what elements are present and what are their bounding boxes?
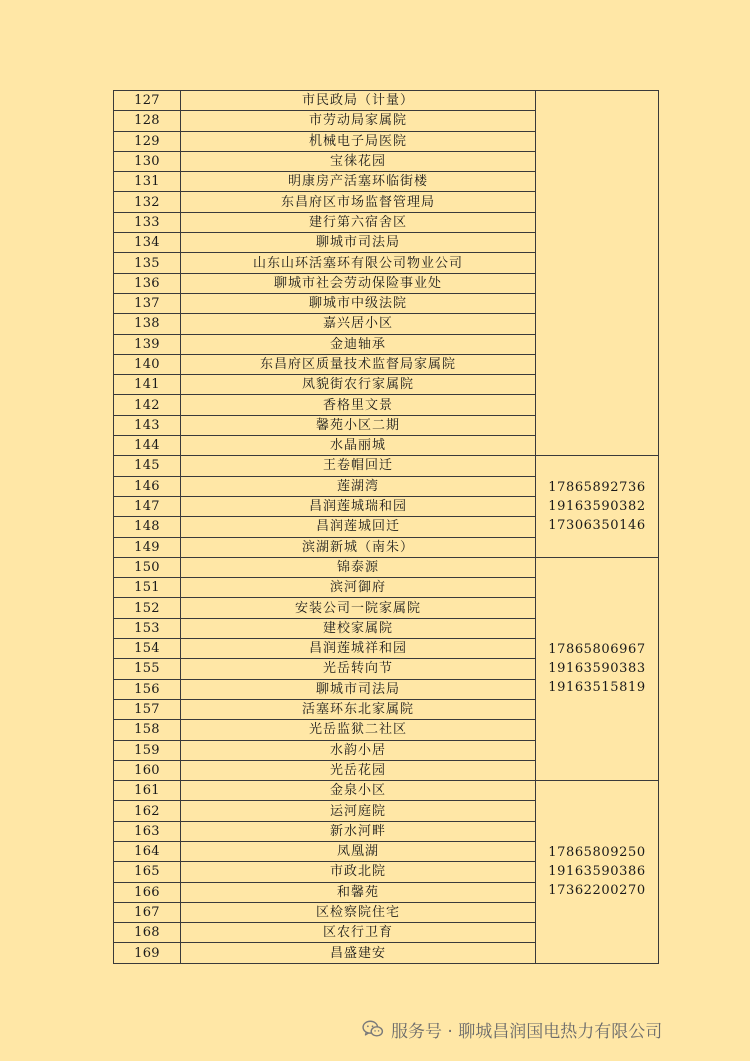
community-name: 凤貌街农行家属院	[181, 375, 536, 395]
community-name: 滨湖新城（南朱）	[181, 537, 536, 557]
row-number: 130	[114, 151, 181, 171]
community-name: 滨河御府	[181, 578, 536, 598]
community-name: 建校家属院	[181, 618, 536, 638]
community-name: 聊城市中级法院	[181, 293, 536, 313]
community-name: 和馨苑	[181, 882, 536, 902]
community-name: 金泉小区	[181, 781, 536, 801]
community-name: 区农行卫育	[181, 923, 536, 943]
footer-account-name: 服务号 · 聊城昌润国电热力有限公司	[391, 1021, 663, 1042]
wechat-icon	[362, 1020, 384, 1038]
community-name: 王卷帽回迁	[181, 456, 536, 476]
service-area-table-sheet	[113, 90, 658, 964]
community-name: 馨苑小区二期	[181, 415, 536, 435]
community-name: 昌盛建安	[181, 943, 536, 963]
community-name: 水韵小居	[181, 740, 536, 760]
community-name: 区检察院住宅	[181, 902, 536, 922]
community-name: 水晶丽城	[181, 436, 536, 456]
row-number: 157	[114, 699, 181, 719]
row-number: 153	[114, 618, 181, 638]
row-number: 169	[114, 943, 181, 963]
community-name: 机械电子局医院	[181, 131, 536, 151]
community-name: 光岳花园	[181, 760, 536, 780]
row-number: 166	[114, 882, 181, 902]
community-name: 市政北院	[181, 862, 536, 882]
contact-phone-number: 17865892736	[548, 480, 646, 496]
row-number: 149	[114, 537, 181, 557]
community-name: 锦泰源	[181, 557, 536, 577]
community-name: 莲湖湾	[181, 476, 536, 496]
contact-phones-cell	[536, 91, 659, 456]
row-number: 131	[114, 172, 181, 192]
row-number: 163	[114, 821, 181, 841]
contact-phone-number: 17865806967	[548, 642, 646, 658]
row-number: 151	[114, 578, 181, 598]
community-name: 昌润莲城回迁	[181, 517, 536, 537]
row-number: 161	[114, 781, 181, 801]
community-name: 金迪轴承	[181, 334, 536, 354]
table-row	[114, 781, 659, 801]
community-name: 昌润莲城瑞和园	[181, 496, 536, 516]
community-name: 山东山环活塞环有限公司物业公司	[181, 253, 536, 273]
service-area-table-body	[114, 91, 659, 964]
row-number: 137	[114, 293, 181, 313]
service-area-table	[113, 90, 659, 964]
contact-phone-number: 19163515819	[548, 680, 646, 696]
row-number: 159	[114, 740, 181, 760]
contact-phones-cell	[536, 781, 659, 964]
community-name: 嘉兴居小区	[181, 314, 536, 334]
community-name: 新水河畔	[181, 821, 536, 841]
row-number: 150	[114, 557, 181, 577]
row-number: 148	[114, 517, 181, 537]
row-number: 168	[114, 923, 181, 943]
contact-phone-number: 19163590382	[548, 499, 646, 515]
contact-phone-number: 19163590383	[548, 661, 646, 677]
community-name: 明康房产活塞环临街楼	[181, 172, 536, 192]
contact-phones-cell	[536, 456, 659, 557]
row-number: 136	[114, 273, 181, 293]
contact-phone-number: 17306350146	[548, 518, 646, 534]
community-name: 东昌府区质量技术监督局家属院	[181, 354, 536, 374]
table-row	[114, 456, 659, 476]
contact-phones-cell	[536, 557, 659, 780]
community-name: 运河庭院	[181, 801, 536, 821]
community-name: 香格里文景	[181, 395, 536, 415]
community-name: 聊城市社会劳动保险事业处	[181, 273, 536, 293]
row-number: 134	[114, 233, 181, 253]
row-number: 127	[114, 91, 181, 111]
row-number: 140	[114, 354, 181, 374]
community-name: 昌润莲城祥和园	[181, 639, 536, 659]
row-number: 129	[114, 131, 181, 151]
row-number: 142	[114, 395, 181, 415]
row-number: 144	[114, 436, 181, 456]
community-name: 光岳转向节	[181, 659, 536, 679]
row-number: 158	[114, 720, 181, 740]
row-number: 152	[114, 598, 181, 618]
community-name: 建行第六宿舍区	[181, 212, 536, 232]
table-row	[114, 91, 659, 111]
row-number: 154	[114, 639, 181, 659]
row-number: 145	[114, 456, 181, 476]
contact-phone-number: 17865809250	[548, 845, 646, 861]
row-number: 128	[114, 111, 181, 131]
community-name: 宝徕花园	[181, 151, 536, 171]
row-number: 155	[114, 659, 181, 679]
community-name: 活塞环东北家属院	[181, 699, 536, 719]
community-name: 东昌府区市场监督管理局	[181, 192, 536, 212]
row-number: 160	[114, 760, 181, 780]
row-number: 135	[114, 253, 181, 273]
row-number: 141	[114, 375, 181, 395]
row-number: 138	[114, 314, 181, 334]
row-number: 139	[114, 334, 181, 354]
row-number: 133	[114, 212, 181, 232]
community-name: 安装公司一院家属院	[181, 598, 536, 618]
community-name: 市劳动局家属院	[181, 111, 536, 131]
row-number: 146	[114, 476, 181, 496]
row-number: 132	[114, 192, 181, 212]
community-name: 聊城市司法局	[181, 233, 536, 253]
community-name: 市民政局（计量）	[181, 91, 536, 111]
row-number: 162	[114, 801, 181, 821]
row-number: 156	[114, 679, 181, 699]
wechat-account-footer[interactable]	[362, 1016, 662, 1042]
contact-phone-number: 19163590386	[548, 864, 646, 880]
row-number: 164	[114, 841, 181, 861]
community-name: 凤凰湖	[181, 841, 536, 861]
row-number: 143	[114, 415, 181, 435]
table-row	[114, 557, 659, 577]
row-number: 167	[114, 902, 181, 922]
community-name: 光岳监狱二社区	[181, 720, 536, 740]
community-name: 聊城市司法局	[181, 679, 536, 699]
row-number: 165	[114, 862, 181, 882]
row-number: 147	[114, 496, 181, 516]
contact-phone-number: 17362200270	[548, 883, 646, 899]
